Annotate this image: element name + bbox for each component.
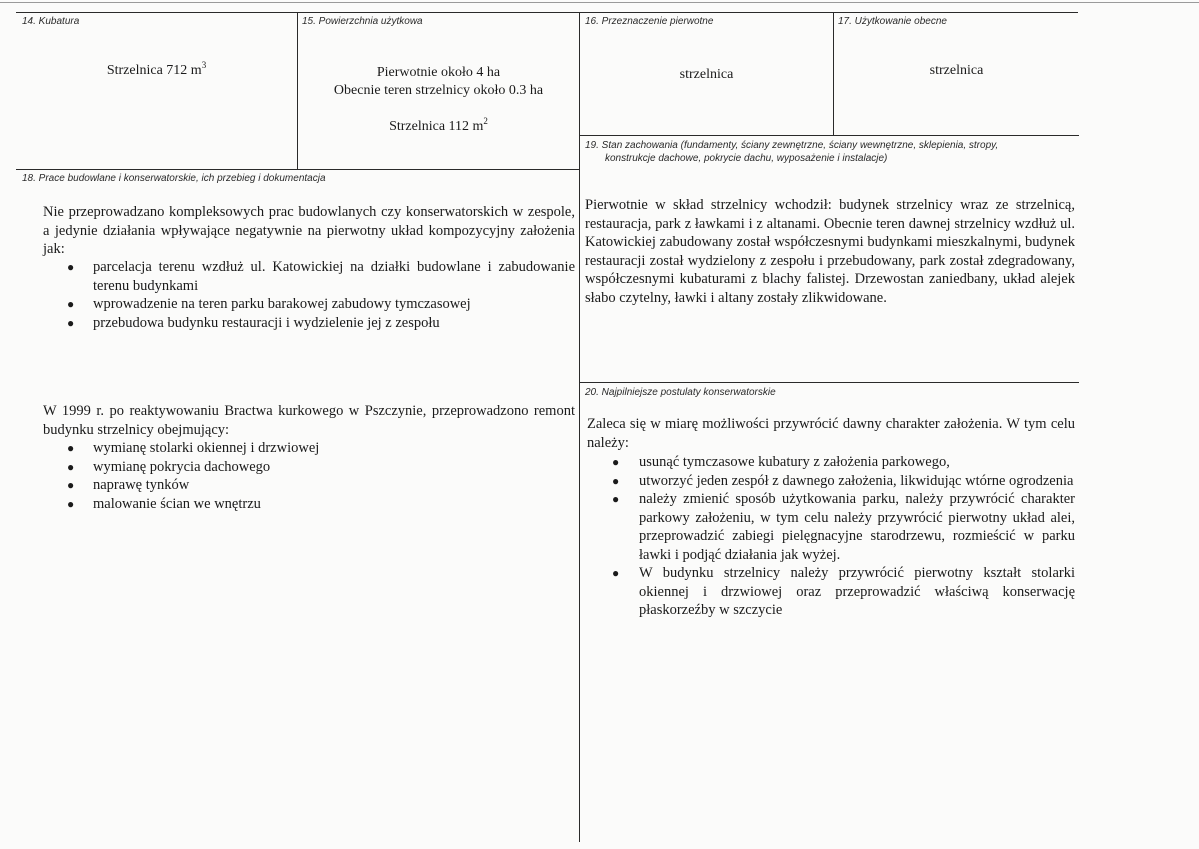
bullet-icon: ●: [612, 473, 620, 488]
bullet-icon: ●: [612, 492, 620, 506]
list-item: [43, 495, 575, 514]
list-item-text: utworzyć jeden zespół z dawnego założenia, likwidując wtórne ogrodzenia: [639, 472, 1074, 489]
list-item: [43, 314, 575, 333]
list-item: [43, 439, 575, 458]
field-20-para: Zaleca się w miarę możliwości przywrócić dawny charakter założenia. W tym celu należy:: [587, 416, 1075, 451]
field-19-text: Pierwotnie w skład strzelnicy wchodził: budynek strzelnicy wraz ze strzelnicą, restauracja, park z ławkami i z altanami. Obecnie teren dawnej strzelnicy wzdłuż ul. Katowickiej zabudowany został współczesnymi budynkami mieszkalnymi, budynek restauracji został wydzielony z zespołu i przebudowany, park został zdegradowany, współczesnymi kubaturami z blachy falistej. Drzewostan zaniedbany, układ alejek słabo czytelny, ławki i altany zostały zlikwidowane.: [585, 197, 1075, 306]
field-14-value: [16, 62, 297, 80]
field-14-value-sup: 3: [201, 60, 207, 70]
field-18-label: 18. Prace budowlane i konserwatorskie, ich przebieg i dokumentacja: [22, 173, 326, 184]
field-15-line3: [298, 118, 579, 136]
bullet-icon: ●: [612, 566, 620, 580]
list-item: [607, 564, 1075, 620]
list-item: [43, 476, 575, 495]
bullet-icon: ●: [67, 297, 75, 311]
list-item-text: należy zmienić sposób użytkowania parku, należy przywrócić charakter parkowy założeniu, w tym celu należy przywrócić pierwotny układ alei, przeprowadzić zabiegi pielęgnacyjne starodrzewu, rozmieścić w parku ławki i podjąć działania jak wyżej.: [639, 491, 1075, 563]
field-15-line3-sup: 2: [483, 116, 488, 126]
field-15-line2: Obecnie teren strzelnicy około 0.3 ha: [333, 83, 544, 98]
field-15-line3-text: Strzelnica 112 m: [389, 119, 484, 134]
grid-line-18-top: [16, 169, 580, 170]
field-14-label: 14. Kubatura: [22, 16, 80, 27]
field-18-bullets1: [43, 258, 575, 332]
list-item-text: parcelacja terenu wzdłuż ul. Katowickiej na działki budowlane i zabudowanie terenu budynkami: [93, 259, 575, 294]
field-19-label-line2: konstrukcje dachowe, pokrycie dachu, wyposażenie i instalacje): [605, 153, 888, 164]
field-20-bullets: [607, 453, 1075, 620]
list-item: [43, 295, 575, 314]
grid-line-top: [16, 12, 1078, 13]
field-18-bullets2: [43, 439, 575, 513]
field-17-label: 17. Użytkowanie obecne: [838, 16, 947, 27]
list-item-text: wymianę pokrycia dachowego: [93, 458, 271, 475]
field-16-label: 16. Przeznaczenie pierwotne: [585, 16, 714, 27]
bullet-icon: ●: [67, 496, 75, 511]
field-15-line1: Pierwotnie około 4 ha: [376, 65, 501, 80]
bullet-icon: ●: [67, 260, 75, 274]
bullet-icon: ●: [67, 441, 75, 455]
field-18-para1: Nie przeprowadzano kompleksowych prac budowlanych czy konserwatorskich w zespole, a jedynie działania wpływające negatywnie na pierwotny układ kompozycyjny założenia jak:: [43, 204, 575, 257]
field-20-label: 20. Najpilniejsze postulaty konserwatorskie: [585, 387, 776, 398]
grid-line-20-top: [579, 382, 1079, 383]
list-item-text: malowanie ścian we wnętrzu: [93, 495, 261, 512]
bullet-icon: ●: [67, 315, 75, 330]
grid-line-col2: [579, 12, 580, 842]
field-17-value: strzelnica: [929, 63, 984, 78]
field-14-value-text: Strzelnica 712 m: [106, 63, 202, 78]
field-16-value: strzelnica: [679, 67, 734, 82]
list-item-text: naprawę tynków: [93, 477, 190, 493]
list-item: [43, 458, 575, 477]
list-item: [607, 490, 1075, 564]
bullet-icon: ●: [612, 455, 620, 469]
list-item-text: przebudowa budynku restauracji i wydzielenie jej z zespołu: [93, 314, 440, 331]
scan-edge-line: [0, 2, 1199, 3]
list-item: [607, 472, 1075, 491]
list-item-text: wprowadzenie na teren parku barakowej zabudowy tymczasowej: [93, 296, 471, 312]
field-15-label: 15. Powierzchnia użytkowa: [302, 16, 423, 27]
list-item-text: wymianę stolarki okiennej i drzwiowej: [93, 440, 320, 456]
field-18-para2: W 1999 r. po reaktywowaniu Bractwa kurkowego w Pszczynie, przeprowadzono remont budynku strzelnicy obejmujący:: [43, 403, 575, 438]
list-item-text: W budynku strzelnicy należy przywrócić pierwotny kształt stolarki okiennej i drzwiowej oraz przeprowadzić właściwą konserwację płaskorzeźby w szczycie: [639, 565, 1075, 618]
list-item: [607, 453, 1075, 472]
list-item-text: usunąć tymczasowe kubatury z założenia parkowego,: [639, 454, 950, 470]
field-19-label-line1: 19. Stan zachowania (fundamenty, ściany zewnętrzne, ściany wewnętrzne, sklepienia, stropy,: [585, 140, 999, 151]
bullet-icon: ●: [67, 478, 75, 492]
grid-line-17-bottom: [579, 135, 1079, 136]
bullet-icon: ●: [67, 459, 75, 474]
list-item: [43, 258, 575, 295]
